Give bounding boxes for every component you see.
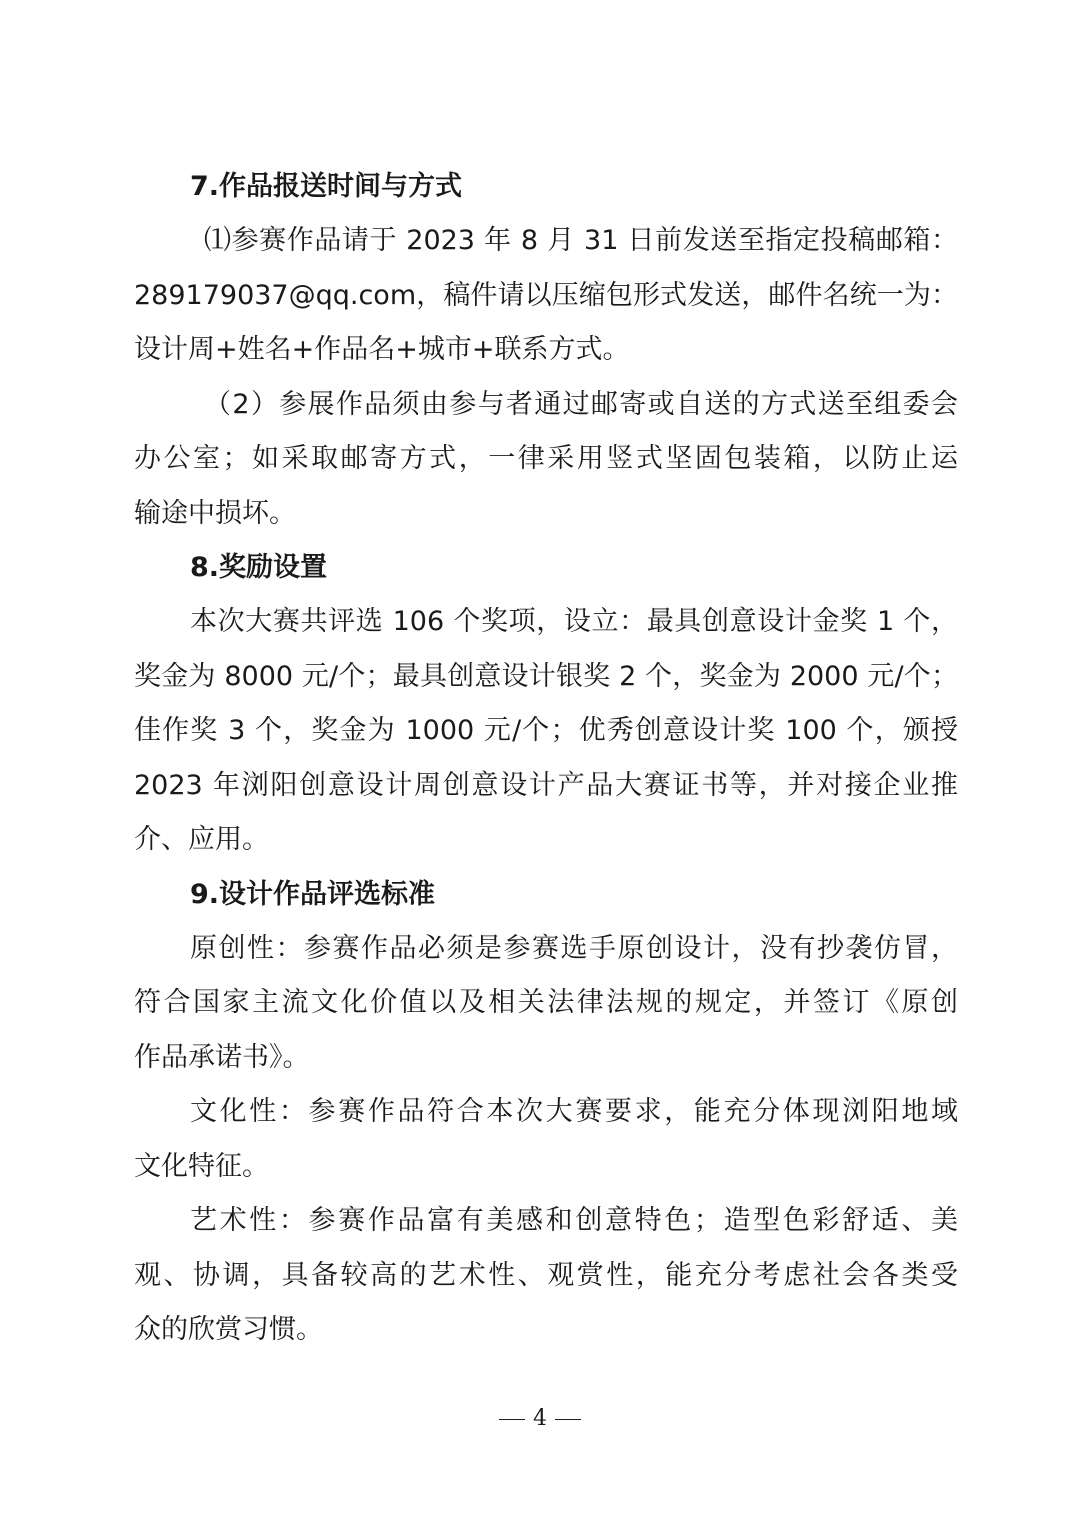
section-9-heading: 9.设计作品评选标准 — [190, 878, 436, 910]
text-line: 佳作奖 3 个，奖金为 1000 元/个；优秀创意设计奖 100 个，颁授 — [134, 715, 958, 746]
text-line: 艺术性：参赛作品富有美感和创意特色；造型色彩舒适、美 — [190, 1205, 958, 1236]
text-line: 奖金为 8000 元/个；最具创意设计银奖 2 个，奖金为 2000 元/个； — [134, 660, 958, 692]
text-line: 作品承诺书》。 — [134, 1041, 310, 1073]
text-line: （2）参展作品须由参与者通过邮寄或自送的方式送至组委会 — [204, 388, 958, 420]
section-7-paragraph-2 — [134, 378, 958, 542]
section-7-heading: 7.作品报送时间与方式 — [190, 171, 463, 202]
text-line: 文化性：参赛作品符合本次大赛要求，能充分体现浏阳地域 — [190, 1096, 958, 1127]
section-9-paragraph-culture — [134, 1085, 958, 1194]
text-line: 本次大赛共评选 106 个奖项，设立：最具创意设计金奖 1 个， — [190, 606, 958, 637]
text-line: 符合国家主流文化价值以及相关法律法规的规定，并签订《原创 — [134, 987, 958, 1018]
text-line: 2023 年浏阳创意设计周创意设计产品大赛证书等，并对接企业推 — [134, 769, 958, 801]
footer-dash-right — [555, 1419, 581, 1420]
footer-dash-left — [499, 1419, 525, 1420]
page-number: 4 — [533, 1406, 547, 1431]
text-line: 观、协调，具备较高的艺术性、观赏性，能充分考虑社会各类受 — [134, 1259, 958, 1291]
text-line: 原创性：参赛作品必须是参赛选手原创设计，没有抄袭仿冒， — [190, 932, 958, 964]
text-line: ⑴参赛作品请于 2023 年 8 月 31 日前发送至指定投稿邮箱： — [204, 225, 958, 256]
text-line: 文化特征。 — [134, 1150, 269, 1182]
section-9-paragraph-artistry — [134, 1194, 958, 1358]
text-line: 众的欣赏习惯。 — [134, 1314, 323, 1345]
text-line: 办公室；如采取邮寄方式，一律采用竖式坚固包装箱，以防止运 — [134, 443, 958, 474]
section-8-paragraph-1 — [134, 595, 958, 868]
page-footer — [0, 1406, 1080, 1431]
section-8-heading: 8.奖励设置 — [190, 552, 328, 583]
text-line: 输途中损坏。 — [134, 497, 296, 529]
section-9-paragraph-originality — [134, 922, 958, 1086]
text-line: 289179037@qq.com，稿件请以压缩包形式发送，邮件名统一为： — [134, 279, 958, 311]
document-page — [134, 160, 958, 1358]
text-line: 设计周+姓名+作品名+城市+联系方式。 — [134, 334, 630, 365]
text-line: 介、应用。 — [134, 824, 269, 855]
section-7-paragraph-1 — [134, 214, 958, 378]
